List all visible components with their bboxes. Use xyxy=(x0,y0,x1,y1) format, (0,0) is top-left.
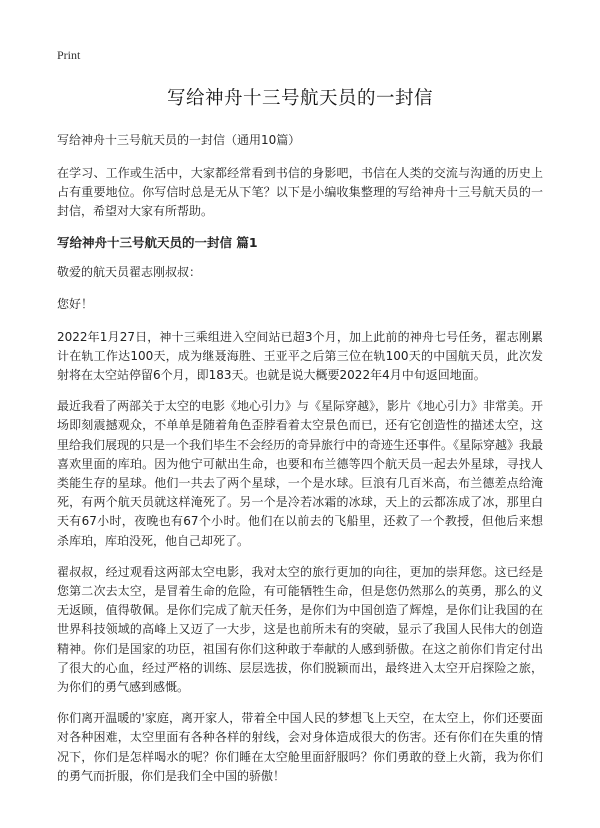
letter-greeting: 您好！ xyxy=(57,296,94,311)
body-paragraph: 2022年1月27日，神十三乘组进入空间站已超3个月，加上此前的神舟七号任务，翟志刚累计在轨工作达100天，成为继聂海胜、王亚平之后第三位在轨100天的中国航天员，此次发射将在太空站停留6个月，即183天。也就是说大概要2022年4月中旬返回地面。 xyxy=(57,329,543,383)
section-heading: 写给神舟十三号航天员的一封信 篇1 xyxy=(57,234,258,250)
body-paragraph: 翟叔叔，经过观看这两部太空电影，我对太空的旅行更加的向往，更加的崇拜您。这已经是您第二次去太空，是冒着生命的危险，有可能牺牲生命，但是您仍然那么的英勇，那么的义无返顾，值得敬佩。是你们完成了航天任务，是你们为中国创造了辉煌，是你们让我国的在世界科技领域的高峰上又迈了一大步，这是也前所未有的突破，显示了我国人民伟大的创造精神。你们是国家的功臣，祖国有你们这种敢于奉献的人感到骄傲。在这之前你们肯定付出了很大的心血，经过严格的训练、层层选拔，你们脱颖而出，最终进入太空开启探险之旅，为你们的勇气感到感慨。 xyxy=(57,564,543,695)
letter-salutation: 敬爱的航天员翟志刚叔叔： xyxy=(57,264,202,279)
document-title: 写给神舟十三号航天员的一封信 xyxy=(166,88,433,109)
print-link[interactable]: Print xyxy=(57,48,81,62)
intro-paragraph: 在学习、工作或生活中，大家都经常看到书信的身影吧，书信在人类的交流与沟通的历史上占有重要地位。你写信时总是无从下笔？以下是小编收集整理的写给神舟十三号航天员的一封信，希望对大家有所帮助。 xyxy=(57,166,543,219)
body-paragraph: 最近我看了两部关于太空的电影《地心引力》与《星际穿越》，影片《地心引力》非常美。开场即刻震撼观众，不单单是随着角色歪脖看着太空景色而已，还有它创造性的描述太空，这里给我们展现的只是一个我们毕生不会经历的奇异旅行中的奇迹生还事件。《星际穿越》我最喜欢里面的库珀。因为他宁可献出生命，也要和布兰德等四个航天员一起去外星球，寻找人类能生存的星球。他们一共去了两个星球，一个是水球。巨浪有几百米高，布兰德差点给淹死，有两个航天员就这样淹死了。另一个是冷若冰霜的冰球，天上的云都冻成了冰，那里白天有67小时，夜晚也有67个小时。他们在以前去的飞船里，还救了一个教授，但他后来想杀库珀，库珀没死，他自己却死了。 xyxy=(57,399,544,548)
body-paragraph: 你们离开温暖的'家庭，离开家人，带着全中国人民的梦想飞上天空，在太空上，你们还要面对各种困难，太空里面有各种各样的射线，会对身体造成很大的伤害。还有你们在失重的情况下，你们是怎样喝水的呢？你们睡在太空舱里面舒服吗？你们勇敢的登上火箭，我为你们的勇气而折服，你们是我们全中国的骄傲！ xyxy=(57,711,543,783)
document-subtitle: 写给神舟十三号航天员的一封信（通用10篇） xyxy=(57,133,301,147)
